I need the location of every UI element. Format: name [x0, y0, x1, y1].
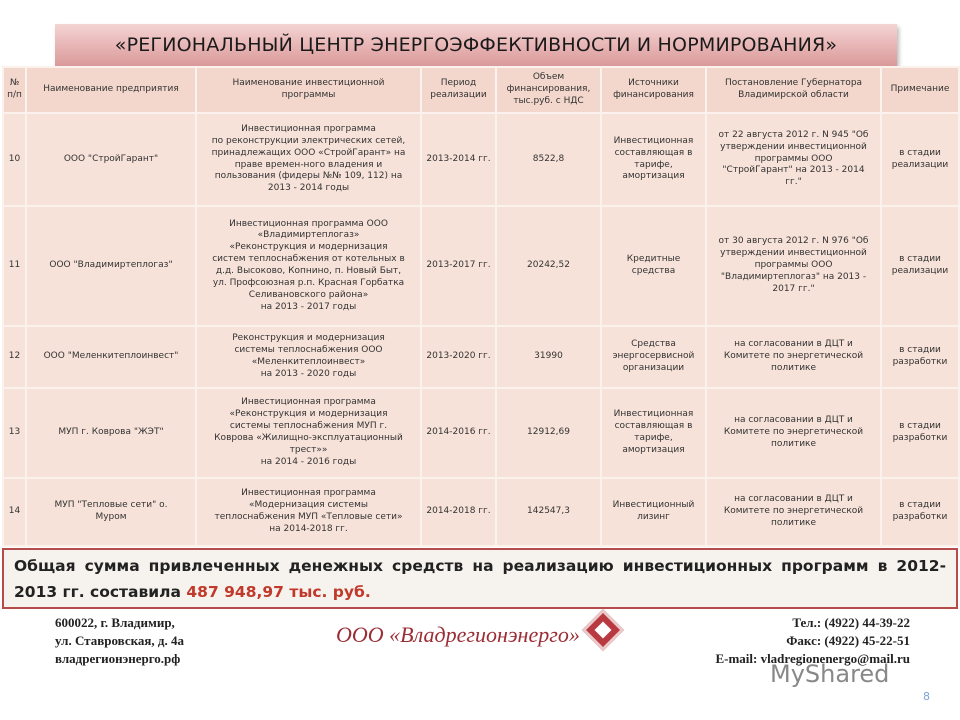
- cell-company: ООО "Владимиртеплогаз": [26, 206, 196, 326]
- cell-period: 2013-2017 гг.: [421, 206, 496, 326]
- cell-company: МУП "Тепловые сети" о. Муром: [26, 478, 196, 546]
- header-company: Наименование предприятия: [26, 67, 196, 113]
- table-row: [3, 326, 959, 388]
- summary-amount: 487 948,97 тыс. руб.: [186, 583, 371, 601]
- cell-note: в стадии разработки: [881, 388, 959, 478]
- cell-note: в стадии реализации: [881, 206, 959, 326]
- header-decree: Постановление Губернатора Владимирской области: [706, 67, 881, 113]
- cell-decree: от 22 августа 2012 г. N 945 "Об утверждении инвестиционной программы ООО "СтройГарант" на 2013 - 2014 гг.": [706, 113, 881, 206]
- header-amount: Объем финансирования, тыс.руб. с НДС: [496, 67, 601, 113]
- cell-period: 2014-2016 гг.: [421, 388, 496, 478]
- investment-programs-table: [2, 66, 960, 547]
- cell-note: в стадии разработки: [881, 326, 959, 388]
- summary-text: Общая сумма привлеченных денежных средств на реализацию инвестиционных программ в 2012-2013 гг. составила: [14, 557, 946, 601]
- cell-amount: 20242,52: [496, 206, 601, 326]
- email[interactable]: E-mail: vladregionenergo@mail.ru: [715, 651, 910, 666]
- cell-company: ООО "СтройГарант": [26, 113, 196, 206]
- header-period: Период реализации: [421, 67, 496, 113]
- header-source: Источники финансирования: [601, 67, 706, 113]
- cell-amount: 31990: [496, 326, 601, 388]
- cell-period: 2013-2014 гг.: [421, 113, 496, 206]
- header-row: [3, 67, 959, 113]
- header-num: № п/п: [3, 67, 26, 113]
- cell-period: 2013-2020 гг.: [421, 326, 496, 388]
- cell-decree: на согласовании в ДЦТ и Комитете по энергетической политике: [706, 478, 881, 546]
- page-number: 8: [923, 690, 930, 703]
- cell-note: в стадии разработки: [881, 478, 959, 546]
- page-title: «РЕГИОНАЛЬНЫЙ ЦЕНТР ЭНЕРГОЭФФЕКТИВНОСТИ И НОРМИРОВАНИЯ»: [55, 24, 897, 66]
- cell-num: 13: [3, 388, 26, 478]
- header-note: Примечание: [881, 67, 959, 113]
- cell-program: Инвестиционная программа ООО «Владимиртеплогаз» «Реконструкция и модернизация систем теплоснабжения от котельных в д.д. Высоково, Копнино, п. Новый Быт, ул. Профсоюзная р.п. Красная Горбатка Селивановского района» на 2013 - 2017 годы: [196, 206, 421, 326]
- cell-company: МУП г. Коврова "ЖЭТ": [26, 388, 196, 478]
- company-logo-icon: [582, 609, 624, 651]
- cell-period: 2014-2018 гг.: [421, 478, 496, 546]
- header-program: Наименование инвестиционной программы: [196, 67, 421, 113]
- company-logo-text: ООО «Владрегионэнерго»: [336, 622, 580, 647]
- cell-decree: на согласовании в ДЦТ и Комитете по энергетической политике: [706, 326, 881, 388]
- cell-program: Инвестиционная программа «Модернизация системы теплоснабжения МУП «Тепловые сети» на 2014-2018 гг.: [196, 478, 421, 546]
- cell-program: Инвестиционная программа по реконструкции электрических сетей, принадлежащих ООО «СтройГарант» на праве времен-ного владения и пользования (фидеры №№ 109, 112) на 2013 - 2014 годы: [196, 113, 421, 206]
- cell-num: 11: [3, 206, 26, 326]
- cell-source: Инвестиционная составляющая в тарифе, амортизация: [601, 113, 706, 206]
- phone: Тел.: (4922) 44-39-22: [792, 615, 910, 630]
- cell-program: Реконструкция и модернизация системы теплоснабжения ООО «Меленкитеплоинвест» на 2013 - 2020 годы: [196, 326, 421, 388]
- cell-company: ООО "Меленкитеплоинвест": [26, 326, 196, 388]
- table-row: [3, 388, 959, 478]
- cell-amount: 12912,69: [496, 388, 601, 478]
- cell-source: Средства энергосервисной организации: [601, 326, 706, 388]
- table-row: [3, 478, 959, 546]
- table-row: [3, 206, 959, 326]
- cell-num: 10: [3, 113, 26, 206]
- cell-amount: 8522,8: [496, 113, 601, 206]
- summary-box: [2, 548, 958, 609]
- website-link[interactable]: владрегионэнерго.рф: [55, 651, 181, 666]
- table-row: [3, 113, 959, 206]
- cell-num: 14: [3, 478, 26, 546]
- footer-address: [55, 614, 184, 668]
- cell-decree: на согласовании в ДЦТ и Комитете по энергетической политике: [706, 388, 881, 478]
- address-line: ул. Ставровская, д. 4а: [55, 633, 185, 648]
- cell-program: Инвестиционная программа «Реконструкция и модернизация системы теплоснабжения МУП г. Коврова «Жилищно-эксплуатационный трест»» на 2014 - 2016 годы: [196, 388, 421, 478]
- cell-num: 12: [3, 326, 26, 388]
- cell-source: Инвестиционная составляющая в тарифе, амортизация: [601, 388, 706, 478]
- watermark: MyShared: [770, 660, 890, 688]
- cell-source: Инвестиционный лизинг: [601, 478, 706, 546]
- fax: Факс: (4922) 45-22-51: [786, 633, 910, 648]
- cell-note: в стадии реализации: [881, 113, 959, 206]
- cell-decree: от 30 августа 2012 г. N 976 "Об утверждении инвестиционной программы ООО "Владимиртеплогаз" на 2013 - 2017 гг.": [706, 206, 881, 326]
- cell-source: Кредитные средства: [601, 206, 706, 326]
- cell-amount: 142547,3: [496, 478, 601, 546]
- address-line: 600022, г. Владимир,: [55, 615, 175, 630]
